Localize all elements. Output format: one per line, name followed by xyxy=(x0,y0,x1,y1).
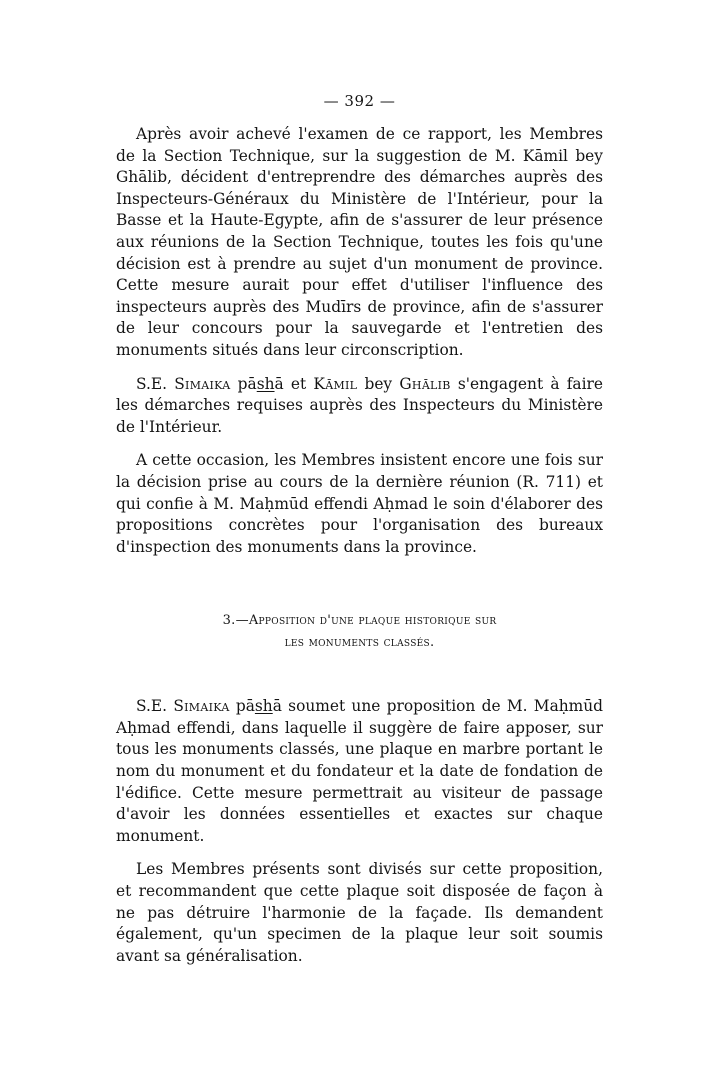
page-number: — 392 — xyxy=(323,92,396,110)
text-fragment: pā xyxy=(229,697,255,716)
transliteration-sh: sh xyxy=(254,697,273,716)
paragraph-spacer xyxy=(116,847,603,859)
section-heading-line-2: les monuments classés. xyxy=(284,635,435,651)
text-fragment: ā et xyxy=(274,374,314,393)
document-page xyxy=(116,92,603,967)
paragraph-membres-divises: Les Membres présents sont divisés sur cette proposition, et recommandent que cette plaque soit disposée de façon à ne pas détruire l'harmonie de la façade. Ils demandent également, qu'un specimen de la plaque leur soit soumis avant sa généralisation. xyxy=(116,860,603,965)
person-name-ghalib: Ghālib xyxy=(399,374,451,393)
text-fragment: s'engagent à faire les démarches requises auprès des Inspecteurs du Ministère de l'Intérieur. xyxy=(116,374,603,436)
transliteration-sh: sh xyxy=(256,374,275,393)
person-name-simaika: Simaika xyxy=(173,697,230,716)
paragraph-occasion: A cette occasion, les Membres insistent encore une fois sur la décision prise au cours de la dernière réunion (R. 711) et qui confie à M. Maḥmūd effendi Aḥmad le soin d'élaborer des propositions concrètes pour l'organisation des bureaux d'inspection des monuments dans la province. xyxy=(116,451,603,556)
paragraph-spacer xyxy=(116,362,603,374)
text-fragment: S.E. xyxy=(136,374,175,393)
paragraph-spacer xyxy=(116,438,603,450)
text-fragment: ā soumet une proposition de M. Maḥmūd Aḥmad effendi, dans laquelle il suggère de faire apposer, sur tous les monuments classés, une plaque en marbre portant le nom du monument et du fondateur et la date de fondation de l'édifice. Cette mesure permettrait au visiteur de passage d'avoir les données essentielles et exactes sur chaque monument. xyxy=(116,697,604,845)
text-fragment: pā xyxy=(230,374,257,393)
section-heading xyxy=(116,610,603,654)
person-name-simaika: Simaika xyxy=(174,374,231,393)
section-spacer xyxy=(116,558,603,610)
section-spacer xyxy=(116,654,603,696)
text-fragment: S.E. xyxy=(136,697,174,716)
paragraph-examen-rapport: Après avoir achevé l'examen de ce rapport, les Membres de la Section Technique, sur la suggestion de M. Kāmil bey Ghālib, décident d'entreprendre des démarches auprès des Inspecteurs-Généraux du Ministère de l'Intérieur, pour la Basse et la Haute-Egypte, afin de s'assurer de leur présence aux réunions de la Section Technique, toutes les fois qu'une décision est à prendre au sujet d'un monument de province. Cette mesure aurait pour effet d'utiliser l'influence des inspecteurs auprès des Mudīrs de province, afin de s'assurer de leur concours pour la sauvegarde et l'entretien des monuments situés dans leur circonscription. xyxy=(116,125,603,359)
paragraph-proposition xyxy=(116,696,603,847)
person-name-kamil: Kāmil xyxy=(313,374,358,393)
paragraph-engagement xyxy=(116,374,603,439)
text-fragment: bey xyxy=(357,374,400,393)
section-heading-line-1: 3.—Apposition d'une plaque historique sur xyxy=(222,613,497,629)
